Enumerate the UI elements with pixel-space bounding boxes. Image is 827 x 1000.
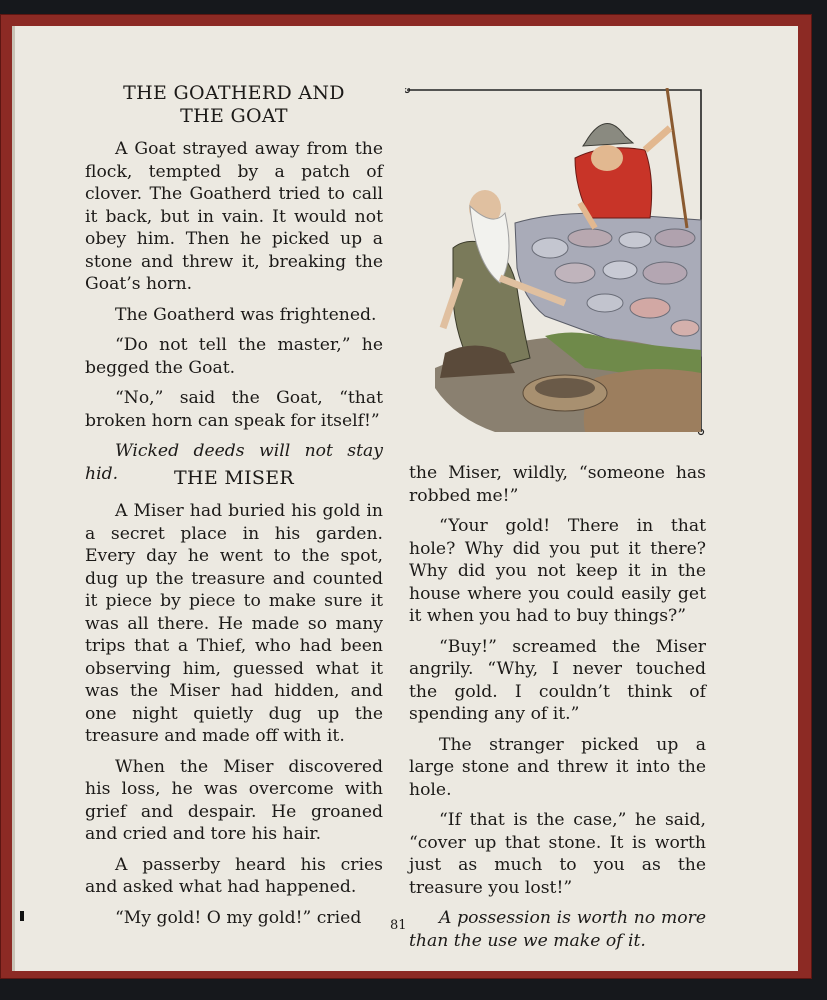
book-page — [12, 26, 798, 971]
paragraph: “No,” said the Goat, “that broken horn can speak for itself!” — [85, 388, 383, 431]
paragraph: the Miser, wildly, “someone has robbed me!” — [409, 463, 706, 506]
story-miser-left — [85, 467, 383, 937]
paragraph: “My gold! O my gold!” cried — [115, 907, 362, 928]
story-title-line2: THE GOAT — [180, 105, 288, 127]
paragraph: The Goatherd was frightened. — [115, 304, 377, 325]
story-goatherd — [85, 82, 383, 493]
story-title-line1: THE GOATHERD AND — [123, 82, 345, 104]
illustration — [405, 88, 705, 436]
paragraph: The stranger picked up a large stone and threw it into the hole. — [409, 734, 706, 800]
page-number: 81 — [390, 918, 407, 933]
story-miser-right — [409, 462, 706, 960]
goatherd-figure — [575, 88, 687, 228]
moral: Wicked deeds will not stay hid. — [85, 441, 383, 484]
paragraph: “If that is the case,” he said, “cover up that stone. It is worth just as much to you as the treasure you lost!” — [409, 810, 706, 898]
paragraph: “Buy!” screamed the Miser angrily. “Why, I never touched the gold. I couldn’t think of spending any of it.” — [409, 636, 706, 724]
wall-stones — [515, 213, 701, 356]
story-title: THE MISER — [173, 467, 294, 489]
paragraph: When the Miser discovered his loss, he was overcome with grief and despair. He groaned and cried and tore his hair. — [85, 756, 383, 844]
hole — [523, 375, 607, 411]
paragraph: A Miser had buried his gold in a secret place in his garden. Every day he went to the spot, dug up the treasure and counted it piece by piece to make sure it was all there. He made so many trips that a Thief, who had been observing him, guessed what it was the Miser had hidden, and one night quietly dug up the treasure and made off with it. — [85, 501, 383, 746]
story-title — [85, 82, 383, 128]
paragraph: “Your gold! There in that hole? Why did you put it there? Why did you not keep it in the house where you could easily get it when you had to buy things?” — [409, 516, 706, 626]
paragraph: “Do not tell the master,” he begged the Goat. — [85, 335, 383, 378]
bookmark-mark — [20, 911, 24, 921]
moral: A possession is worth no more than the use we make of it. — [409, 908, 706, 951]
page-edge — [12, 26, 15, 971]
paragraph: A passerby heard his cries and asked what had happened. — [85, 854, 383, 897]
paragraph: A Goat strayed away from the flock, tempted by a patch of clover. The Goatherd tried to call it back, but in vain. It would not obey him. Then he picked up a stone and threw it, breaking the Goat’s horn. — [85, 139, 383, 294]
